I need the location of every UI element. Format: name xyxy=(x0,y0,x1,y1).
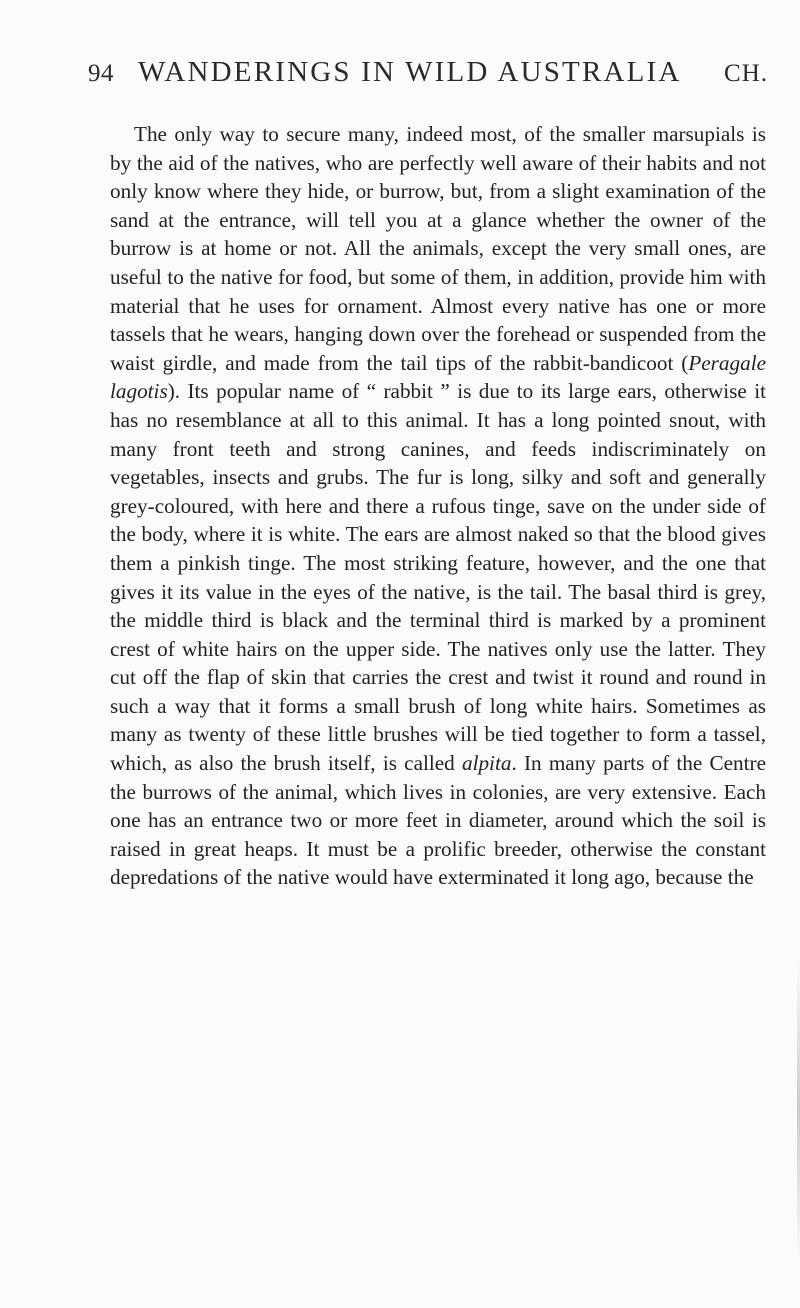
running-title: WANDERINGS IN WILD AUSTRALIA xyxy=(138,56,682,88)
text-run: . In many parts of the Centre the burrows of the animal, which lives in colonies, are very extensive. Each one has an entrance two or more feet in diameter, around which the soil is raised in great heaps. It must be a prolific breeder, otherwise the constant depredations of the native would have exterminated it long ago, because the xyxy=(110,751,766,890)
text-run: ). Its popular name of “ rabbit ” is due to its large ears, otherwise it has no resemblance at all to this animal. It has a long pointed snout, with many front teeth and strong canines, and feeds indiscriminately on vegetables, insects and grubs. The fur is long, silky and soft and generally grey-coloured, with here and there a rufous tinge, save on the under side of the body, where it is white. The ears are almost naked so that the blood gives them a pinkish tinge. The most striking feature, however, and the one that gives it its value in the eyes of the native, is the tail. The basal third is grey, the middle third is black and the terminal third is marked by a prominent crest of white hairs on the upper side. The natives only use the latter. They cut off the flap of skin that carries the crest and twist it round and round in such a way that it forms a small brush of long white hairs. Sometimes as many as twenty of these little brushes will be tied together to form a tassel, which, as also the brush itself, is called xyxy=(110,379,766,776)
page-number: 94 xyxy=(88,60,114,87)
text-run: The only way to secure many, indeed most, of the smaller marsupials is by the aid of the natives, who are perfectly well aware of their habits and not only know where they hide, or burrow, but, from a slight examination of the sand at the entrance, will tell you at a glance whether the owner of the burrow is at home or not. All the animals, except the very small ones, are useful to the native for food, but some of them, in addition, provide him with material that he uses for ornament. Almost every native has one or more tassels that he wears, hanging down over the forehead or suspended from the waist girdle, and made from the tail tips of the rabbit-bandicoot ( xyxy=(110,122,766,375)
paragraph xyxy=(110,120,766,892)
native-term: alpita xyxy=(461,751,512,776)
chapter-abbreviation: CH. xyxy=(724,60,768,87)
body-text xyxy=(110,120,766,892)
species-name: Peragale lagotis xyxy=(110,350,766,404)
page-header xyxy=(88,52,768,92)
